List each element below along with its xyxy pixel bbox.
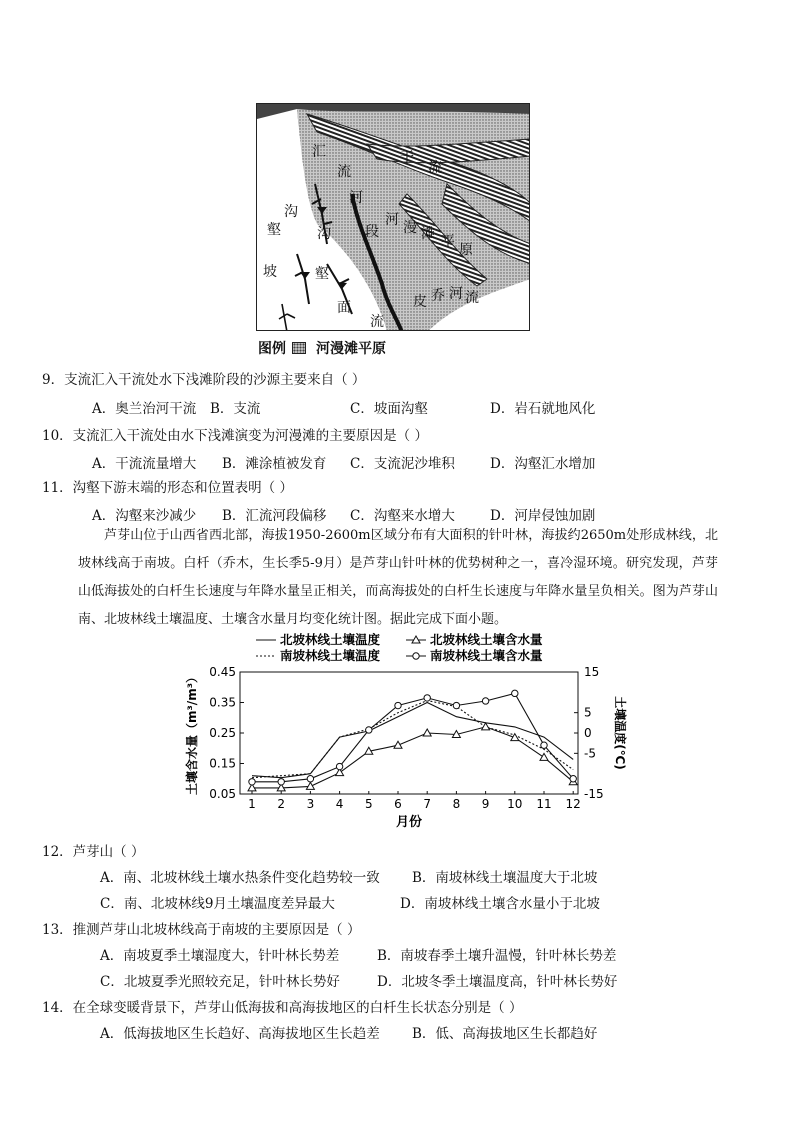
data-point-circle: [453, 702, 459, 708]
map-label: 河: [385, 212, 399, 228]
reading-passage: [78, 522, 718, 634]
y2-tick-label: 0: [584, 726, 592, 740]
y2-tick-label: 5: [584, 705, 592, 720]
data-point-triangle: [482, 723, 490, 730]
option-a[interactable]: A．南、北坡林线土壤水热条件变化趋势较一致: [100, 870, 380, 886]
map-label: 坡: [263, 264, 277, 280]
option-c[interactable]: C．南、北坡林线9月土壤温度差异最大: [100, 896, 335, 912]
map-label: 河: [449, 286, 463, 302]
option-b[interactable]: B．支流: [210, 401, 261, 417]
data-point-triangle: [540, 753, 548, 760]
question-10-options: [92, 452, 692, 472]
option-c[interactable]: C．支流泥沙堆积: [350, 456, 455, 472]
map-label: 流: [465, 290, 479, 306]
data-point-triangle: [306, 782, 314, 789]
map-label: 沟: [284, 204, 298, 220]
x-tick-label: 7: [423, 797, 432, 811]
question-9-stem: 9．支流汇入干流处水下浅滩阶段的沙源主要来自（ ）: [42, 372, 366, 388]
option-c[interactable]: C．沟壑来水增大: [350, 508, 455, 524]
map-label: 漫: [403, 220, 417, 236]
option-d[interactable]: D．南坡林线土壤含水量小于北坡: [400, 896, 600, 912]
map-label: 壑: [267, 222, 281, 238]
x-tick-label: 3: [306, 797, 315, 811]
question-14-stem: 14．在全球变暖背景下，芦芽山低海拔和高海拔地区的白杄生长状态分别是（ ）: [42, 1000, 523, 1016]
question-12-options-2: [100, 892, 700, 912]
option-a[interactable]: A．干流流量增大: [92, 456, 197, 472]
map-label: 流: [428, 160, 442, 176]
legend-label: 北坡林线土壤含水量: [430, 632, 543, 647]
data-point-circle: [395, 702, 401, 708]
x-tick-label: 6: [394, 797, 402, 811]
data-point-circle: [278, 779, 284, 785]
map-label: 流: [337, 164, 351, 180]
y-tick-label: 0.05: [209, 787, 236, 801]
y-tick-label: 0.25: [209, 726, 236, 740]
option-a[interactable]: A．南坡夏季土壤湿度大，针叶林长势差: [100, 948, 340, 964]
series-line-3: [252, 727, 573, 788]
legend-prefix: 图例: [258, 341, 286, 357]
option-c[interactable]: C．坡面沟壑: [350, 401, 428, 417]
map-label: 河: [349, 190, 363, 206]
option-c[interactable]: C．北坡夏季光照较充足，针叶林长势好: [100, 974, 340, 990]
data-point-circle: [336, 763, 342, 769]
soil-chart-svg: [178, 630, 638, 835]
question-11-options: [92, 504, 692, 524]
x-tick-label: 5: [364, 797, 373, 811]
data-point-circle: [366, 727, 372, 733]
y-axis-label: 土壤含水量（m³/m³）: [185, 671, 199, 795]
option-b[interactable]: B．南坡春季土壤升温慢，针叶林长势差: [377, 948, 617, 964]
option-b[interactable]: B．滩涂植被发育: [222, 456, 327, 472]
map-label: 汇: [312, 144, 326, 160]
legend-label: 北坡林线土壤温度: [280, 632, 381, 647]
question-14-options: [100, 1022, 720, 1042]
data-point-circle: [307, 776, 313, 782]
data-point-circle: [482, 698, 488, 704]
legend-label: 南坡林线土壤温度: [280, 648, 381, 663]
option-d[interactable]: D．沟壑汇水增加: [490, 456, 596, 472]
map-label: 沟: [317, 226, 331, 242]
map-label: 乔: [431, 288, 445, 304]
data-point-circle: [541, 742, 547, 748]
map-label: 干: [400, 150, 414, 166]
question-10-stem: 10．支流汇入干流处由水下浅滩演变为河漫滩的主要原因是（ ）: [42, 428, 428, 444]
question-11-stem: 11．沟壑下游末端的形态和位置表明（ ）: [42, 480, 293, 496]
question-13-stem: 13．推测芦芽山北坡林线高于南坡的主要原因是（ ）: [42, 922, 361, 938]
x-axis-label: 月份: [395, 815, 423, 830]
map-label: 流: [370, 314, 384, 330]
y2-axis-label: 土壤温度(℃): [613, 696, 627, 770]
option-a[interactable]: A．低海拔地区生长趋好、高海拔地区生长趋差: [100, 1026, 380, 1042]
map-label: 壑: [315, 266, 329, 282]
x-tick-label: 11: [536, 797, 552, 811]
river-map-figure: [256, 103, 530, 331]
legend-circle-icon: [413, 653, 419, 659]
data-point-triangle: [423, 729, 431, 736]
option-d[interactable]: D．河岸侵蚀加剧: [490, 508, 596, 524]
option-b[interactable]: B．汇流河段偏移: [222, 508, 327, 524]
data-point-circle: [249, 779, 255, 785]
y2-tick-label: -15: [584, 787, 604, 801]
question-13-options-2: [100, 970, 700, 990]
map-label: 滩: [421, 226, 435, 242]
map-label: 平: [441, 234, 455, 250]
x-tick-label: 8: [452, 797, 461, 811]
y-tick-label: 0.45: [209, 665, 236, 679]
option-a[interactable]: A．奥兰治河干流: [92, 401, 197, 417]
y2-tick-label: 15: [584, 665, 600, 679]
plot-frame: [240, 672, 578, 794]
data-point-triangle: [394, 741, 402, 748]
map-label: 段: [365, 224, 379, 240]
question-9-options: [92, 397, 692, 417]
option-a[interactable]: A．沟壑来沙减少: [92, 508, 197, 524]
x-tick-label: 12: [565, 797, 581, 811]
data-point-circle: [424, 695, 430, 701]
x-tick-label: 9: [481, 797, 490, 811]
floodplain-swatch-icon: [292, 342, 306, 354]
map-label: 皮: [413, 294, 427, 310]
question-13-options: [100, 944, 700, 964]
passage-text: 芦芽山位于山西省西北部，海拔1950-2600m区域分布有大面积的针叶林，海拔约2650m处形成林线，北坡林线高于南坡。白杄（乔木，生长季5-9月）是芦芽山针叶林的优势树种之一，喜冷湿环境。研究发现，芦芽山低海拔处的白杄生长速度与年降水量呈正相关，而高海拔处的白杄生长速度与年降水量呈负相关。图为芦芽山南、北坡林线土壤温度、土壤含水量月均变化统计图。据此完成下面小题。: [78, 528, 718, 627]
legend-text: 河漫滩平原: [316, 341, 386, 357]
option-b[interactable]: B．南坡林线土壤温度大于北坡: [412, 870, 598, 886]
y-tick-label: 0.35: [209, 695, 236, 710]
option-d[interactable]: D．北坡冬季土壤温度高，针叶林长势好: [377, 974, 618, 990]
option-b[interactable]: B．低、高海拔地区生长都趋好: [412, 1026, 598, 1042]
map-legend: [258, 338, 386, 358]
x-tick-label: 2: [277, 797, 286, 811]
series-line-1: [252, 703, 573, 778]
question-12-options: [100, 866, 700, 886]
legend-label: 南坡林线土壤含水量: [430, 648, 543, 663]
map-label: 面: [337, 300, 351, 316]
x-tick-label: 10: [507, 797, 523, 811]
soil-chart: [178, 630, 638, 835]
option-d[interactable]: D．岩石就地风化: [490, 401, 596, 417]
map-label: 原: [459, 242, 473, 258]
x-tick-label: 4: [335, 797, 344, 811]
question-12-stem: 12．芦芽山（ ）: [42, 844, 145, 860]
x-tick-label: 1: [248, 797, 256, 811]
y-tick-label: 0.15: [209, 756, 236, 771]
data-point-circle: [512, 690, 518, 696]
y2-tick-label: -5: [584, 746, 596, 761]
data-point-circle: [570, 776, 576, 782]
